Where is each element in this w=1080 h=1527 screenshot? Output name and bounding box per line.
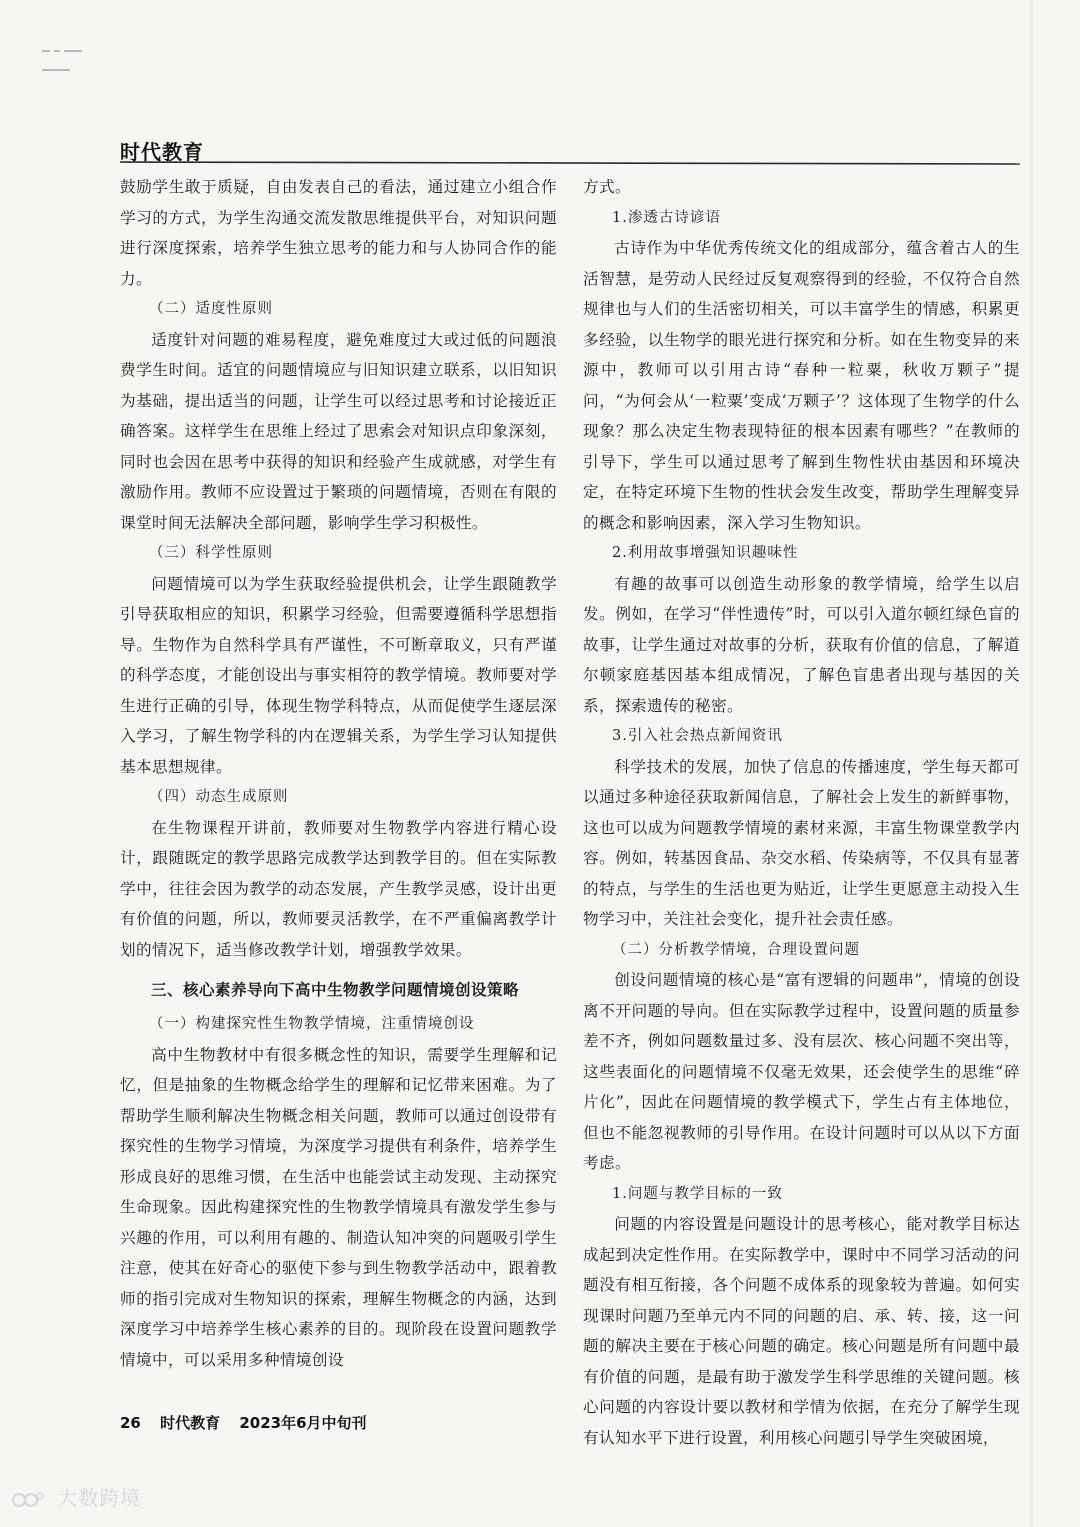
left-paragraph: 在生物课程开讲前，教师要对生物教学内容进行精心设计，跟随既定的教学思路完成教学达到教学目的。但在实际教学中，往往会因为教学的动态发展，产生教学灵感，设计出更有价值的问题，所以，教师要灵活教学，在不严重偏离教学计划的情况下，适当修改教学计划，增强教学效果。 xyxy=(120,818,557,959)
right-subheading: （二）分析教学情境，合理设置问题 xyxy=(612,941,860,958)
watermark-logo-icon xyxy=(10,1489,46,1511)
page-number: 26 xyxy=(120,1414,141,1432)
scan-artifact xyxy=(42,40,114,46)
right-subheading: 1.问题与教学目标的一致 xyxy=(612,1185,783,1202)
left-section-heading: 三、核心素养导向下高中生物教学问题情境创设策略 xyxy=(151,981,520,999)
running-header-title: 时代教育 xyxy=(120,140,204,164)
right-paragraph: 科学技术的发展，加快了信息的传播速度，学生每天都可以通过多种途径获取新闻信息，了解社会上发生的新鲜事物，这也可以成为问题教学情境的素材来源，丰富生物课堂教学内容。例如，转基因食品、杂交水稻、传染病等，不仅具有显著的特点，与学生的生活也更为贴近，让学生更愿意主动投入生物学习中，关注社会变化，提升社会责任感。 xyxy=(583,757,1020,928)
left-subheading: （二）适度性原则 xyxy=(149,301,273,317)
footer-issue: 2023年6月中旬刊 xyxy=(239,1414,367,1432)
right-subheading: 3.引入社会热点新闻资讯 xyxy=(612,728,783,744)
right-paragraph: 古诗作为中华优秀传统文化的组成部分，蕴含着古人的生活智慧，是劳动人民经过反复观察得到的经验，不仅符合自然规律也与人们的生活密切相关，可以丰富学生的情感，积累更多经验，以生物学的眼光进行探究和分析。如在生物变异的来源中，教师可以引用古诗“春种一粒粟，秋收万颗子”提问，“为何会从‘一粒粟’变成‘万颗子’？这体现了生物学的什么现象？那么决定生物表现特征的根本因素有哪些？”在教师的引导下，学生可以通过思考了解到生物性状由基因和环境决定，在特定环境下生物的性状会发生改变，帮助学生理解变异的概念和影响因素，深入学习生物知识。 xyxy=(583,239,1020,532)
right-paragraph: 有趣的故事可以创造生动形象的教学情境，给学生以启发。例如，在学习“伴性遗传”时，可以引入道尔顿红绿色盲的故事，让学生通过对故事的分析，获取有价值的信息，了解道尔顿家庭基因基本组成情况，了解色盲患者出现与基因的关系，探索遗传的秘密。 xyxy=(583,574,1020,715)
left-text-column xyxy=(120,172,557,1402)
left-subheading: （四）动态生成原则 xyxy=(149,789,289,805)
right-paragraph: 方式。 xyxy=(583,178,631,196)
left-paragraph: 问题情境可以为学生获取经验提供机会，让学生跟随教学引导获取相应的知识，积累学习经验，但需要遵循科学思想指导。生物作为自然科学具有严谨性，不可断章取义，只有严谨的科学态度，才能创设出与事实相符的教学情境。教师要对学生进行正确的引导，体现生物学科特点，从而促使学生逐层深入学习，了解生物学科的内在逻辑关系，为学生学习认知提供基本思想规律。 xyxy=(120,574,557,776)
left-subheading: （一）构建探究性生物教学情境，注重情境创设 xyxy=(149,1016,475,1032)
left-paragraph: 适度针对问题的难易程度，避免难度过大或过低的问题浪费学生时间。适宜的问题情境应与旧知识建立联系，以旧知识为基础，提出适当的问题，让学生可以经过思考和讨论接近正确答案。这样学生在思维上经过了思索会对知识点印象深刻，同时也会因在思考中获得的知识和经验产生成就感，对学生有激励作用。教师不应设置过于繁琐的问题情境，否则在有限的课堂时间无法解决全部问题，影响学生学习积极性。 xyxy=(120,330,557,532)
right-paragraph: 问题的内容设置是问题设计的思考核心，能对教学目标达成起到决定性作用。在实际教学中，课时中不同学习活动的问题没有相互衔接，各个问题不成体系的现象较为普遍。如何实现课时问题乃至单元内不同的问题的启、承、转、接，这一问题的解决主要在于核心问题的确定。核心问题是所有问题中最有价值的问题，是最有助于激发学生科学思维的关键问题。核心问题的内容设计要以教材和学情为依据，在充分了解学生现有认知水平下进行设置，利用核心问题引导学生突破困境， xyxy=(583,1215,1020,1447)
right-subheading: 1.渗透古诗谚语 xyxy=(612,209,721,226)
scan-edge xyxy=(1030,0,1033,1527)
header-rule xyxy=(120,160,1020,168)
right-subheading: 2.利用故事增强知识趣味性 xyxy=(612,545,799,561)
right-paragraph: 创设问题情境的核心是“富有逻辑的问题串”，情境的创设离不开问题的导向。但在实际教学过程中，设置问题的质量参差不齐，例如问题数量过多、没有层次、核心问题不突出等，这些表面化的问题情境不仅毫无效果，还会使学生的思维“碎片化”，因此在问题情境的教学模式下，学生占有主体地位，但也不能忽视教师的引导作用。在设计问题时可以从以下方面考虑。 xyxy=(583,971,1020,1172)
left-paragraph: 高中生物教材中有很多概念性的知识，需要学生理解和记忆，但是抽象的生物概念给学生的理解和记忆带来困难。为了帮助学生顺利解决生物概念相关问题，教师可以通过创设带有探究性的生物学习情境，为深度学习提供有利条件，培养学生形成良好的思维习惯，在生活中也能尝试主动发现、主动探究生命现象。因此构建探究性的生物教学情境具有激发学生参与兴趣的作用，可以利用有趣的、制造认知冲突的问题吸引学生注意，使其在好奇心的驱使下参与到生物教学活动中，跟着教师的指引完成对生物知识的探索，理解生物概念的内涵，达到深度学习中培养学生核心素养的目的。现阶段在设置问题教学情境中，可以采用多种情境创设 xyxy=(120,1045,557,1369)
page-footer xyxy=(120,1412,381,1433)
left-subheading: （三）科学性原则 xyxy=(149,545,273,561)
footer-journal: 时代教育 xyxy=(160,1414,221,1432)
left-paragraph: 鼓励学生敢于质疑，自由发表自己的看法，通过建立小组合作学习的方式，为学生沟通交流发散思维提供平台，对知识问题进行深度探索，培养学生独立思考的能力和与人协同合作的能力。 xyxy=(120,178,557,288)
watermark xyxy=(10,1482,141,1511)
watermark-text: 大数跨境 xyxy=(57,1486,142,1510)
right-text-column xyxy=(583,172,1020,1447)
